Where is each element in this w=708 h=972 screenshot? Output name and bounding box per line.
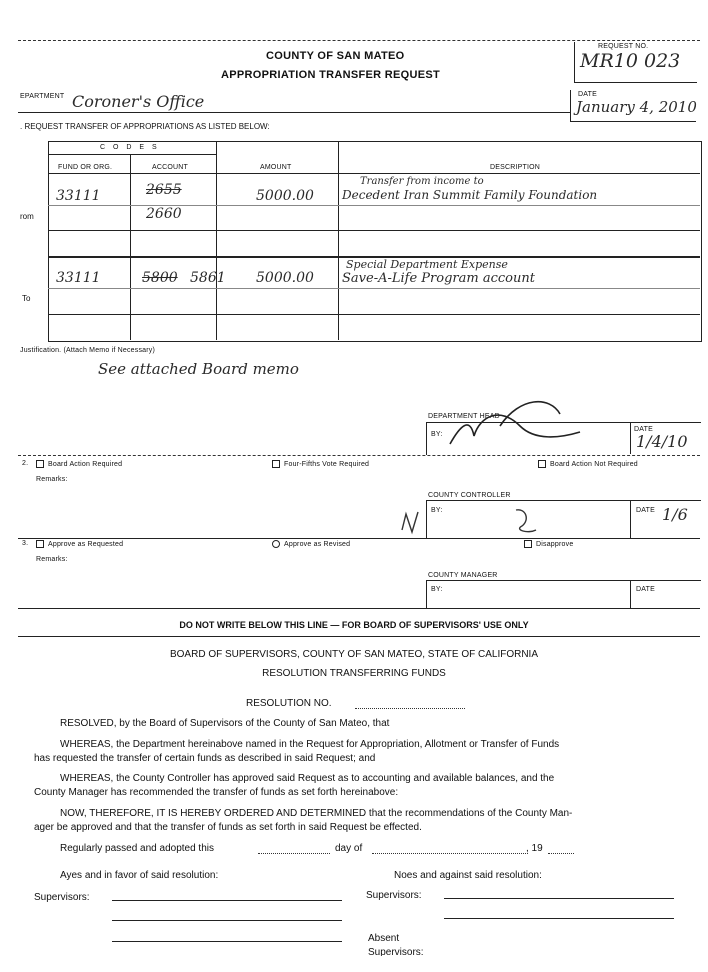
passed-text: Regularly passed and adopted this [60,843,214,854]
resolution-no-field[interactable] [355,708,465,709]
form-subtitle: APPROPRIATION TRANSFER REQUEST [221,69,441,81]
passed-day-field[interactable] [258,853,330,854]
to-amount: 5000.00 [256,270,314,286]
whereas1-line1: WHEREAS, the Department hereinabove named in the Request for Appropriation, Allotment or Transfer of Funds [60,739,560,750]
transfer-table [48,141,702,342]
col-amount: AMOUNT [260,164,292,171]
noes-line-2[interactable] [444,918,674,919]
to-desc-2: Save-A-Life Program account [342,271,535,286]
from-desc-2: Decedent Iran Summit Family Foundation [342,188,598,202]
section3-number: 3. [22,540,29,547]
dept-head-date: 1/4/10 [636,432,688,451]
ayes-line-1[interactable] [112,900,342,901]
to-label: To [22,294,31,303]
opt-four-fifths[interactable]: Four-Fifths Vote Required [272,460,369,468]
from-fund: 33111 [56,188,101,204]
section2-number: 2. [22,460,29,467]
controller-date: 1/6 [662,505,688,524]
section2-remarks: Remarks: [36,476,68,483]
radio-icon [272,540,280,548]
col-fund: FUND OR ORG. [58,164,113,171]
therefore-line2: ager be approved and that the transfer of funds as set forth in said Request be effected. [34,822,422,833]
day-of-text: day of [335,843,363,854]
section3-remarks: Remarks: [36,556,68,563]
manager-date-label: DATE [636,586,655,593]
section1-heading: . REQUEST TRANSFER OF APPROPRIATIONS AS LISTED BELOW: [20,122,270,131]
absent-label: Absent [368,933,400,944]
noes-label: Noes and against said resolution: [394,870,542,881]
ayes-line-3[interactable] [112,941,342,942]
checkbox-icon [36,460,44,468]
request-no-value: MR10 023 [580,50,681,72]
board-line2: RESOLUTION TRANSFERRING FUNDS [262,668,446,679]
opt-board-action-not-required[interactable]: Board Action Not Required [538,460,638,468]
from-account: 2660 [146,206,182,222]
justification-label: Justification. (Attach Memo if Necessary) [20,347,156,354]
to-fund: 33111 [56,270,101,286]
opt-approve-requested[interactable]: Approve as Requested [36,540,123,548]
from-desc-1: Transfer from income to [360,176,484,187]
controller-date-label: DATE [636,507,655,514]
from-account-crossed: 2655 [146,182,182,198]
controller-label: COUNTY CONTROLLER [428,492,511,499]
whereas2-line2: County Manager has recommended the transfer of funds as set forth hereinabove: [34,787,399,798]
opt-approve-revised[interactable]: Approve as Revised [272,540,350,548]
checkbox-icon [36,540,44,548]
controller-signature [396,500,576,540]
therefore-line1: NOW, THEREFORE, IT IS HEREBY ORDERED AND DETERMINED that the recommendations of the County Man- [60,808,573,819]
form-title: COUNTY OF SAN MATEO [266,50,405,62]
resolved-text: RESOLVED, by the Board of Supervisors of the County of San Mateo, that [60,718,390,729]
opt-disapprove[interactable]: Disapprove [524,540,573,548]
date-label: DATE [578,91,597,98]
absent-supervisors-label: Supervisors: [368,947,424,956]
resolution-no-label: RESOLUTION NO. [246,698,332,709]
board-line1: BOARD OF SUPERVISORS, COUNTY OF SAN MATEO, STATE OF CALIFORNIA [169,649,538,660]
top-rule [18,40,700,41]
ayes-line-2[interactable] [112,920,342,921]
department-label: EPARTMENT [20,93,65,100]
checkbox-icon [272,460,280,468]
checkbox-icon [538,460,546,468]
board-notice: DO NOT WRITE BELOW THIS LINE — FOR BOARD OF SUPERVISORS' USE ONLY [179,620,529,630]
dept-head-signature [440,396,590,452]
passed-year-field[interactable] [548,853,574,854]
opt-board-action-required[interactable]: Board Action Required [36,460,122,468]
whereas2-line1: WHEREAS, the County Controller has approved said Request as to accounting and available balances, and the [60,773,555,784]
from-amount: 5000.00 [256,188,314,204]
ayes-label: Ayes and in favor of said resolution: [60,870,219,881]
manager-by: BY: [431,586,443,593]
year-prefix: , 19 [526,843,543,854]
controller-by: BY: [431,507,443,514]
checkbox-icon [524,540,532,548]
to-account-crossed: 5800 [142,270,178,286]
department-value: Coroner's Office [72,92,205,111]
dept-head-label: DEPARTMENT HEAD [428,413,500,420]
col-description: DESCRIPTION [490,164,541,171]
dept-head-by: BY: [431,431,443,438]
passed-month-field[interactable] [372,853,528,854]
to-account: 5861 [190,270,226,286]
ayes-supervisors-label: Supervisors: [34,892,90,903]
manager-label: COUNTY MANAGER [428,572,498,579]
noes-line-1[interactable] [444,898,674,899]
date-value: January 4, 2010 [576,98,697,116]
codes-label: C O D E S [100,144,160,151]
noes-supervisors-label: Supervisors: [366,890,422,901]
from-label: rom [20,212,34,221]
dept-head-date-label: DATE [634,426,653,433]
col-account: ACCOUNT [152,164,189,171]
to-desc-1: Special Department Expense [346,258,508,271]
whereas1-line2: has requested the transfer of certain funds as described in said Request; and [34,753,376,764]
justification-value: See attached Board memo [98,360,299,378]
request-no-label: REQUEST NO. [598,43,649,50]
